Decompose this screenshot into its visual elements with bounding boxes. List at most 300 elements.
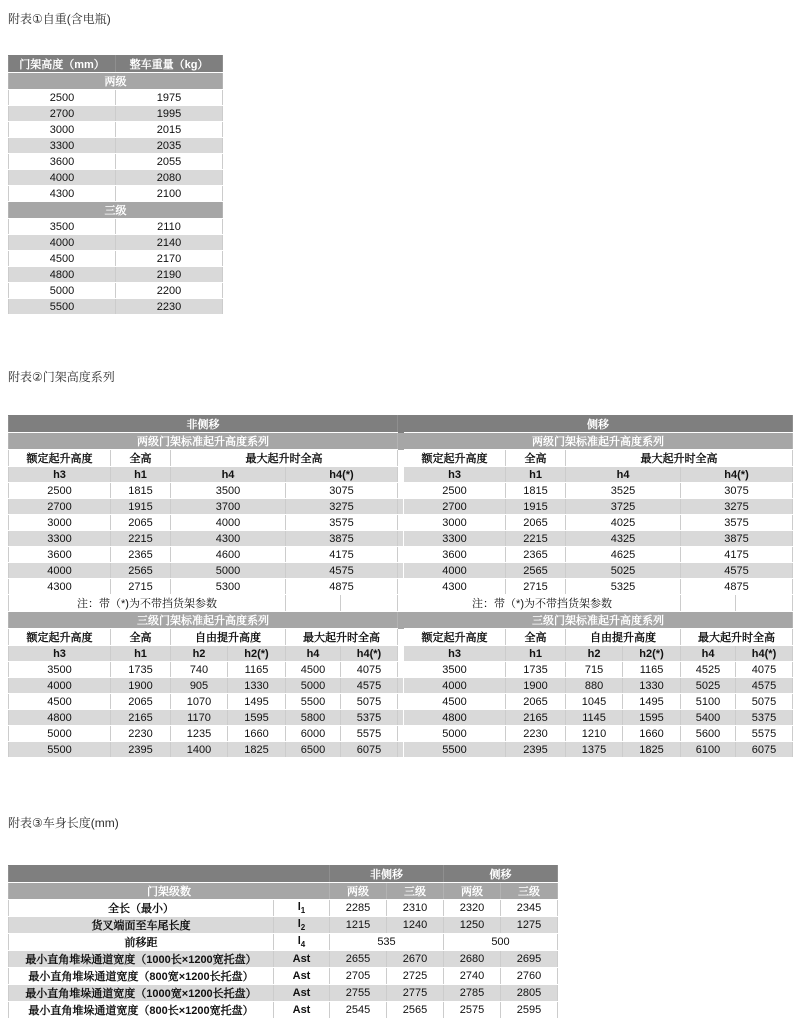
table-cell: 2100: [116, 186, 223, 202]
table-cell: 5025: [566, 563, 681, 579]
table-cell: 2700: [9, 499, 111, 515]
table-row: [9, 251, 223, 267]
table-row: [9, 917, 558, 934]
table-cell: 2065: [111, 515, 171, 531]
table3-title: 附表③车身长度(mm): [8, 816, 119, 830]
self-weight-table: [8, 55, 223, 315]
table-cell: 3600: [9, 547, 111, 563]
table-cell: 2655: [330, 951, 387, 968]
table-cell: [736, 595, 793, 612]
table-cell: 5000: [9, 283, 116, 299]
table-cell: 2715: [111, 579, 171, 595]
table-row: [9, 612, 793, 629]
table-row: [9, 662, 793, 678]
body-length-table: [8, 865, 558, 1019]
symbol-header: h1: [506, 467, 566, 483]
table-cell: 500: [444, 934, 558, 951]
row-label: 最小直角堆垛通道宽度（800长×1200宽托盘）: [9, 1002, 274, 1019]
shift-header: 侧移: [444, 866, 558, 883]
table-cell: [681, 595, 736, 612]
table-row: [9, 710, 793, 726]
table-cell: 3000: [9, 515, 111, 531]
table-cell: 2760: [501, 968, 558, 985]
table-cell: 6500: [286, 742, 341, 758]
table-cell: 1825: [623, 742, 681, 758]
table-row: [9, 235, 223, 251]
table-cell: 3525: [566, 483, 681, 499]
body-length-table-body: [9, 866, 558, 1019]
table-row: [9, 106, 223, 122]
table-row: [9, 726, 793, 742]
table-cell: 4000: [9, 678, 111, 694]
table-cell: 6075: [341, 742, 398, 758]
table-cell: 5100: [681, 694, 736, 710]
table-row: [9, 531, 793, 547]
table-cell: 1210: [566, 726, 623, 742]
table-row: [9, 563, 793, 579]
table-cell: 2500: [9, 90, 116, 106]
table-cell: 2575: [444, 1002, 501, 1019]
symbol-header: h4: [681, 646, 736, 662]
table-cell: 2595: [501, 1002, 558, 1019]
table-cell: 2680: [444, 951, 501, 968]
row-label: 最小直角堆垛通道宽度（800宽×1200长托盘）: [9, 968, 274, 985]
table-cell: 2080: [116, 170, 223, 186]
table-cell: 1250: [444, 917, 501, 934]
table-cell: 4325: [566, 531, 681, 547]
table-cell: 3600: [404, 547, 506, 563]
column-header: 额定起升高度: [9, 450, 111, 467]
table-cell: 4175: [286, 547, 398, 563]
row-symbol: $l_2$: [274, 917, 330, 934]
table-cell: 2165: [111, 710, 171, 726]
table-cell: 4175: [681, 547, 793, 563]
table-cell: 2065: [111, 694, 171, 710]
table-cell: 2565: [111, 563, 171, 579]
table-cell: 3000: [9, 122, 116, 138]
column-header: 最大起升时全高: [681, 629, 793, 646]
table-cell: 4000: [9, 235, 116, 251]
table-cell: 4000: [404, 678, 506, 694]
symbol-header: h1: [111, 467, 171, 483]
mast-height-table-body: [9, 416, 793, 758]
table-cell: 2110: [116, 219, 223, 235]
footnote: 注：带（*)为不带挡货架参数: [9, 595, 286, 612]
table-row: [9, 267, 223, 283]
table-row: [9, 985, 558, 1002]
table-cell: 5600: [681, 726, 736, 742]
row-label: 前移距: [9, 934, 274, 951]
table-cell: 3875: [681, 531, 793, 547]
table-row: [9, 467, 793, 483]
table-cell: 2670: [387, 951, 444, 968]
table-cell: 2365: [111, 547, 171, 563]
table-cell: 4800: [404, 710, 506, 726]
table-cell: 4300: [404, 579, 506, 595]
table-cell: 4575: [286, 563, 398, 579]
column-header: 最大起升时全高: [566, 450, 793, 467]
table-row: [9, 883, 558, 900]
table-cell: 4875: [286, 579, 398, 595]
table-row: [9, 515, 793, 531]
table1-title: 附表①自重(含电瓶): [8, 12, 111, 26]
table-cell: 5400: [681, 710, 736, 726]
table-cell: 4625: [566, 547, 681, 563]
table-row: [9, 1002, 558, 1019]
table-cell: 2345: [501, 900, 558, 917]
symbol-header: h4(*): [341, 646, 398, 662]
table-cell: 5000: [404, 726, 506, 742]
table-cell: 2695: [501, 951, 558, 968]
table-cell: 1900: [506, 678, 566, 694]
column-header: 最大起升时全高: [286, 629, 398, 646]
table-cell: 5575: [736, 726, 793, 742]
table-row: [9, 73, 223, 90]
table-cell: 2065: [506, 515, 566, 531]
symbol-header: h1: [111, 646, 171, 662]
table-row: [9, 219, 223, 235]
symbol-header: h4(*): [736, 646, 793, 662]
table-cell: 5025: [681, 678, 736, 694]
table-cell: 4500: [9, 251, 116, 267]
section-header: 三级门架标准起升高度系列: [9, 612, 398, 629]
table-cell: 1375: [566, 742, 623, 758]
symbol-header: h2(*): [228, 646, 286, 662]
table-cell: 1170: [171, 710, 228, 726]
table-cell: 1070: [171, 694, 228, 710]
column-header: 门架级数: [9, 883, 330, 900]
table-cell: 3500: [9, 662, 111, 678]
column-header: 最大起升时全高: [171, 450, 398, 467]
table-cell: 5000: [9, 726, 111, 742]
table-cell: 5325: [566, 579, 681, 595]
table-cell: 1240: [387, 917, 444, 934]
column-header: 自由提升高度: [171, 629, 286, 646]
symbol-header: h3: [9, 467, 111, 483]
table-cell: 5075: [736, 694, 793, 710]
table-cell: 740: [171, 662, 228, 678]
table-cell: 3600: [9, 154, 116, 170]
table-row: [9, 283, 223, 299]
table-cell: 5500: [286, 694, 341, 710]
column-header: 整车重量（kg）: [116, 56, 223, 73]
table-row: [9, 122, 223, 138]
table-cell: 905: [171, 678, 228, 694]
table-cell: 2140: [116, 235, 223, 251]
table-cell: 1660: [623, 726, 681, 742]
table-row: [9, 154, 223, 170]
table-cell: 2565: [387, 1002, 444, 1019]
section-header: 两级门架标准起升高度系列: [9, 433, 398, 450]
symbol-header: h2(*): [623, 646, 681, 662]
table-cell: 3500: [171, 483, 286, 499]
shift-header: 侧移: [404, 416, 793, 433]
table-cell: 2785: [444, 985, 501, 1002]
table-cell: 2395: [506, 742, 566, 758]
table-cell: 4575: [681, 563, 793, 579]
column-header: 额定起升高度: [404, 450, 506, 467]
table-cell: 1145: [566, 710, 623, 726]
table-cell: 3500: [9, 219, 116, 235]
mast-height-table: [8, 415, 793, 758]
table-cell: 4075: [341, 662, 398, 678]
table-cell: 6000: [286, 726, 341, 742]
table-cell: 2230: [111, 726, 171, 742]
table-row: [9, 742, 793, 758]
symbol-header: h2: [171, 646, 228, 662]
table-cell: 715: [566, 662, 623, 678]
table-cell: 1495: [228, 694, 286, 710]
table-cell: 2065: [506, 694, 566, 710]
table-cell: 5800: [286, 710, 341, 726]
table-cell: 4500: [9, 694, 111, 710]
symbol-header: h4: [171, 467, 286, 483]
table-cell: 2215: [506, 531, 566, 547]
table-cell: 1900: [111, 678, 171, 694]
table-cell: 1400: [171, 742, 228, 758]
symbol-header: h3: [404, 467, 506, 483]
table-row: [9, 499, 793, 515]
table-cell: 2365: [506, 547, 566, 563]
column-header: 两级: [330, 883, 387, 900]
table-cell: 1595: [228, 710, 286, 726]
row-symbol: Ast: [274, 951, 330, 968]
table-cell: 3300: [9, 138, 116, 154]
row-symbol: Ast: [274, 985, 330, 1002]
table-cell: 1660: [228, 726, 286, 742]
table-cell: 4300: [9, 579, 111, 595]
table-cell: 3075: [286, 483, 398, 499]
column-header: 全高: [111, 450, 171, 467]
table-cell: 1495: [623, 694, 681, 710]
table-cell: 2705: [330, 968, 387, 985]
table-cell: 1825: [228, 742, 286, 758]
table-row: [9, 629, 793, 646]
column-header: 三级: [387, 883, 444, 900]
table-cell: 2055: [116, 154, 223, 170]
table-cell: 4000: [404, 563, 506, 579]
table-cell: 4000: [171, 515, 286, 531]
shift-header: 非侧移: [330, 866, 444, 883]
table-cell: 1235: [171, 726, 228, 742]
table-cell: 4875: [681, 579, 793, 595]
table-cell: 5375: [341, 710, 398, 726]
table-cell: 3575: [681, 515, 793, 531]
group-header: 三级: [9, 202, 223, 219]
table-cell: 4800: [9, 710, 111, 726]
table-cell: 5500: [9, 299, 116, 315]
table-cell: 2395: [111, 742, 171, 758]
symbol-header: h4(*): [286, 467, 398, 483]
table-row: [9, 866, 558, 883]
table-cell: 4800: [9, 267, 116, 283]
table-cell: 2500: [404, 483, 506, 499]
row-symbol: Ast: [274, 968, 330, 985]
table-row: [9, 186, 223, 202]
table-cell: 4600: [171, 547, 286, 563]
table-cell: 6100: [681, 742, 736, 758]
table-cell: 2700: [9, 106, 116, 122]
table-row: [9, 170, 223, 186]
table-cell: 4575: [341, 678, 398, 694]
table-cell: 2320: [444, 900, 501, 917]
table-cell: 3300: [404, 531, 506, 547]
table-cell: 2500: [9, 483, 111, 499]
corner-cell: [9, 866, 330, 883]
table-cell: 2805: [501, 985, 558, 1002]
table-cell: 3075: [681, 483, 793, 499]
table-cell: 1165: [623, 662, 681, 678]
table-cell: 2285: [330, 900, 387, 917]
table-row: [9, 968, 558, 985]
table-row: [9, 433, 793, 450]
table-cell: 3275: [286, 499, 398, 515]
table-cell: 3300: [9, 531, 111, 547]
table-cell: 1915: [111, 499, 171, 515]
table-cell: 2190: [116, 267, 223, 283]
table-cell: 1165: [228, 662, 286, 678]
table-cell: 2545: [330, 1002, 387, 1019]
table-cell: 1275: [501, 917, 558, 934]
table-cell: 5500: [404, 742, 506, 758]
table-cell: 5575: [341, 726, 398, 742]
table-cell: 2015: [116, 122, 223, 138]
symbol-header: h4(*): [681, 467, 793, 483]
table-row: [9, 678, 793, 694]
table-cell: 3275: [681, 499, 793, 515]
table-cell: 1595: [623, 710, 681, 726]
table-cell: 1215: [330, 917, 387, 934]
table-cell: 2230: [116, 299, 223, 315]
table-cell: [286, 595, 341, 612]
table-cell: 5075: [341, 694, 398, 710]
table-cell: 5000: [171, 563, 286, 579]
footnote: 注：带（*)为不带挡货架参数: [404, 595, 681, 612]
table-cell: 1995: [116, 106, 223, 122]
symbol-header: h4: [286, 646, 341, 662]
table-cell: 5300: [171, 579, 286, 595]
table-cell: 4000: [9, 563, 111, 579]
table-cell: 3000: [404, 515, 506, 531]
table-cell: [341, 595, 398, 612]
table-cell: 3500: [404, 662, 506, 678]
table-row: [9, 547, 793, 563]
column-header: 全高: [111, 629, 171, 646]
table-cell: 2755: [330, 985, 387, 1002]
table-cell: 2035: [116, 138, 223, 154]
self-weight-table-body: [9, 56, 223, 315]
table-cell: 2775: [387, 985, 444, 1002]
table-cell: 535: [330, 934, 444, 951]
row-label: 最小直角堆垛通道宽度（1000长×1200宽托盘）: [9, 951, 274, 968]
column-header: 门架高度（mm）: [9, 56, 116, 73]
table2-title: 附表②门架高度系列: [8, 370, 115, 384]
table-cell: 1045: [566, 694, 623, 710]
table-cell: 4500: [404, 694, 506, 710]
table-cell: 5500: [9, 742, 111, 758]
table-cell: 2200: [116, 283, 223, 299]
table-cell: 4075: [736, 662, 793, 678]
section-header: 两级门架标准起升高度系列: [404, 433, 793, 450]
column-header: 全高: [506, 629, 566, 646]
table-row: [9, 694, 793, 710]
table-cell: 4025: [566, 515, 681, 531]
column-header: 全高: [506, 450, 566, 467]
table-row: [9, 951, 558, 968]
table-cell: 2700: [404, 499, 506, 515]
table-cell: 1735: [111, 662, 171, 678]
table-cell: 880: [566, 678, 623, 694]
table-cell: 2725: [387, 968, 444, 985]
column-header: 三级: [501, 883, 558, 900]
table-cell: 2230: [506, 726, 566, 742]
table-row: [9, 483, 793, 499]
table-cell: 1815: [506, 483, 566, 499]
table-row: [9, 299, 223, 315]
symbol-header: h3: [9, 646, 111, 662]
table-cell: 6075: [736, 742, 793, 758]
column-header: 额定起升高度: [9, 629, 111, 646]
symbol-header: h4: [566, 467, 681, 483]
table-cell: 4500: [286, 662, 341, 678]
row-symbol: $l_4$: [274, 934, 330, 951]
table-cell: 5000: [286, 678, 341, 694]
row-symbol: Ast: [274, 1002, 330, 1019]
table-cell: 1915: [506, 499, 566, 515]
column-header: 两级: [444, 883, 501, 900]
row-label: 最小直角堆垛通道宽度（1000宽×1200长托盘）: [9, 985, 274, 1002]
row-label: 货叉端面至车尾长度: [9, 917, 274, 934]
table-cell: 2215: [111, 531, 171, 547]
table-cell: 4575: [736, 678, 793, 694]
column-header: 额定起升高度: [404, 629, 506, 646]
table-cell: 5375: [736, 710, 793, 726]
column-header: 自由提升高度: [566, 629, 681, 646]
table-cell: 2170: [116, 251, 223, 267]
table-cell: 3725: [566, 499, 681, 515]
table-cell: 2310: [387, 900, 444, 917]
table-cell: 1815: [111, 483, 171, 499]
symbol-header: h2: [566, 646, 623, 662]
table-row: [9, 900, 558, 917]
table-row: [9, 579, 793, 595]
table-row: [9, 646, 793, 662]
table-cell: 4300: [9, 186, 116, 202]
table-cell: 4000: [9, 170, 116, 186]
table-row: [9, 934, 558, 951]
section-header: 三级门架标准起升高度系列: [404, 612, 793, 629]
table-row: [9, 416, 793, 433]
table-row: [9, 450, 793, 467]
table-cell: 2715: [506, 579, 566, 595]
table-row: [9, 202, 223, 219]
table-cell: 2740: [444, 968, 501, 985]
symbol-header: h3: [404, 646, 506, 662]
table-row: [9, 56, 223, 73]
table-cell: 2165: [506, 710, 566, 726]
table-cell: 4525: [681, 662, 736, 678]
row-symbol: $l_1$: [274, 900, 330, 917]
table-row: [9, 138, 223, 154]
group-header: 两级: [9, 73, 223, 90]
table-cell: 1330: [623, 678, 681, 694]
table-cell: 4300: [171, 531, 286, 547]
shift-header: 非侧移: [9, 416, 398, 433]
table-row: [9, 90, 223, 106]
table-cell: 3575: [286, 515, 398, 531]
table-cell: 1975: [116, 90, 223, 106]
row-label: 全长（最小）: [9, 900, 274, 917]
